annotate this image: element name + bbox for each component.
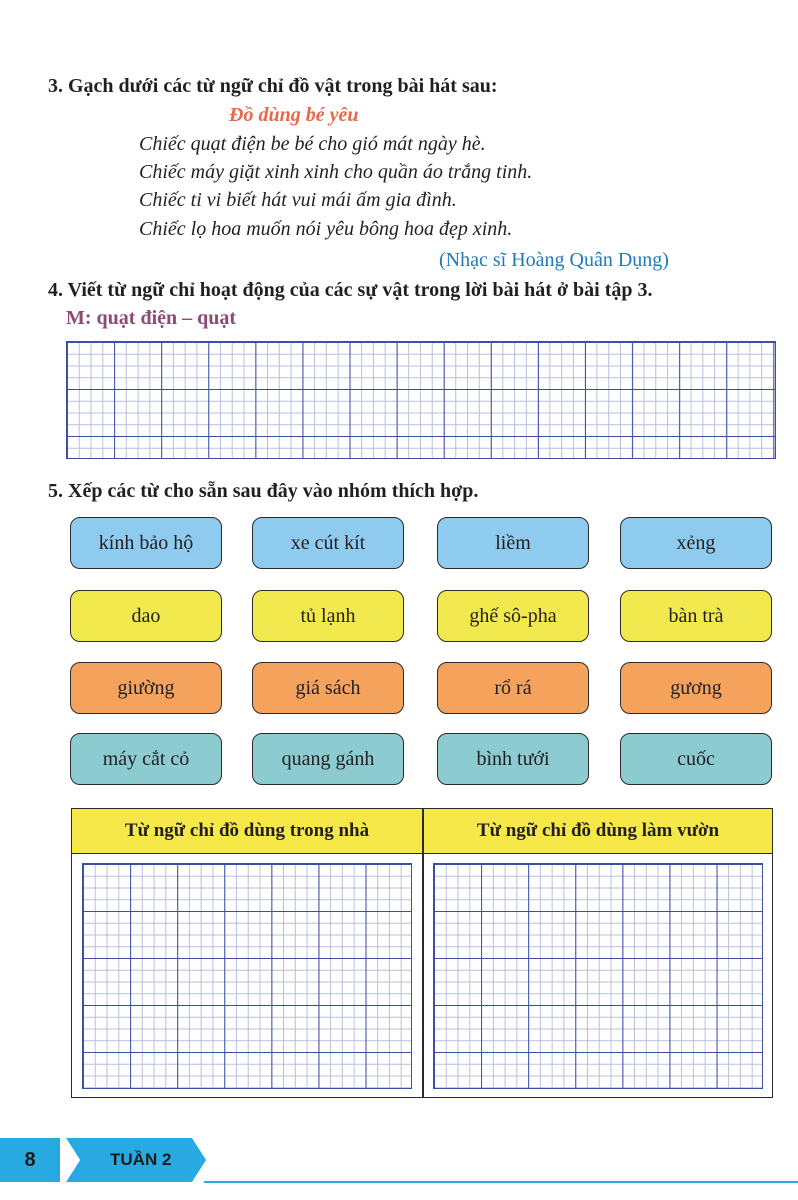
word-chip[interactable]: giường — [70, 662, 222, 714]
page-number: 8 — [24, 1148, 36, 1171]
exercise-4-title: 4. Viết từ ngữ chỉ hoạt động của các sự vật trong lời bài hát ở bài tập 3. — [48, 279, 653, 301]
writing-grid-indoor[interactable] — [82, 863, 412, 1089]
sorting-table — [71, 808, 773, 1098]
word-chip[interactable]: dao — [70, 590, 222, 642]
writing-grid-garden[interactable] — [433, 863, 763, 1089]
exercise-3-title: 3. Gạch dưới các từ ngữ chỉ đồ vật trong bài hát sau: — [48, 75, 498, 97]
word-chip[interactable]: xe cút kít — [252, 517, 404, 569]
exercise-5-title: 5. Xếp các từ cho sẵn sau đây vào nhóm thích hợp. — [48, 480, 479, 502]
writing-grid-exercise-4[interactable] — [66, 341, 776, 459]
word-chip[interactable]: kính bảo hộ — [70, 517, 222, 569]
song-line-4: Chiếc lọ hoa muốn nói yêu bông hoa đẹp xinh. — [139, 218, 513, 240]
word-chip[interactable]: bàn trà — [620, 590, 772, 642]
word-chip[interactable]: quang gánh — [252, 733, 404, 785]
song-line-3: Chiếc ti vi biết hát vui mái ấm gia đình. — [139, 189, 457, 211]
word-chip[interactable]: ghế sô-pha — [437, 590, 589, 642]
song-line-1: Chiếc quạt điện be bé cho gió mát ngày hè. — [139, 133, 486, 155]
word-chip[interactable]: bình tưới — [437, 733, 589, 785]
song-line-2: Chiếc máy giặt xinh xinh cho quần áo trắng tinh. — [139, 161, 533, 183]
header-garden-tools: Từ ngữ chỉ đồ dùng làm vườn — [476, 820, 720, 841]
exercise-4-example: M: quạt điện – quạt — [66, 307, 237, 329]
word-chip[interactable]: liềm — [437, 517, 589, 569]
word-chip[interactable]: rổ rá — [437, 662, 589, 714]
song-title: Đồ dùng bé yêu — [229, 104, 359, 126]
word-chip[interactable]: xẻng — [620, 517, 772, 569]
footer-rule — [204, 1181, 798, 1183]
word-chip[interactable]: máy cắt cỏ — [70, 733, 222, 785]
word-chip[interactable]: tủ lạnh — [252, 590, 404, 642]
word-chip[interactable]: giá sách — [252, 662, 404, 714]
header-indoor-items: Từ ngữ chỉ đồ dùng trong nhà — [124, 820, 370, 841]
week-label: TUẦN 2 — [110, 1150, 172, 1169]
word-chip[interactable]: cuốc — [620, 733, 772, 785]
song-credit: (Nhạc sĩ Hoàng Quân Dụng) — [439, 249, 669, 271]
word-chip[interactable]: gương — [620, 662, 772, 714]
column-divider — [422, 809, 424, 1097]
